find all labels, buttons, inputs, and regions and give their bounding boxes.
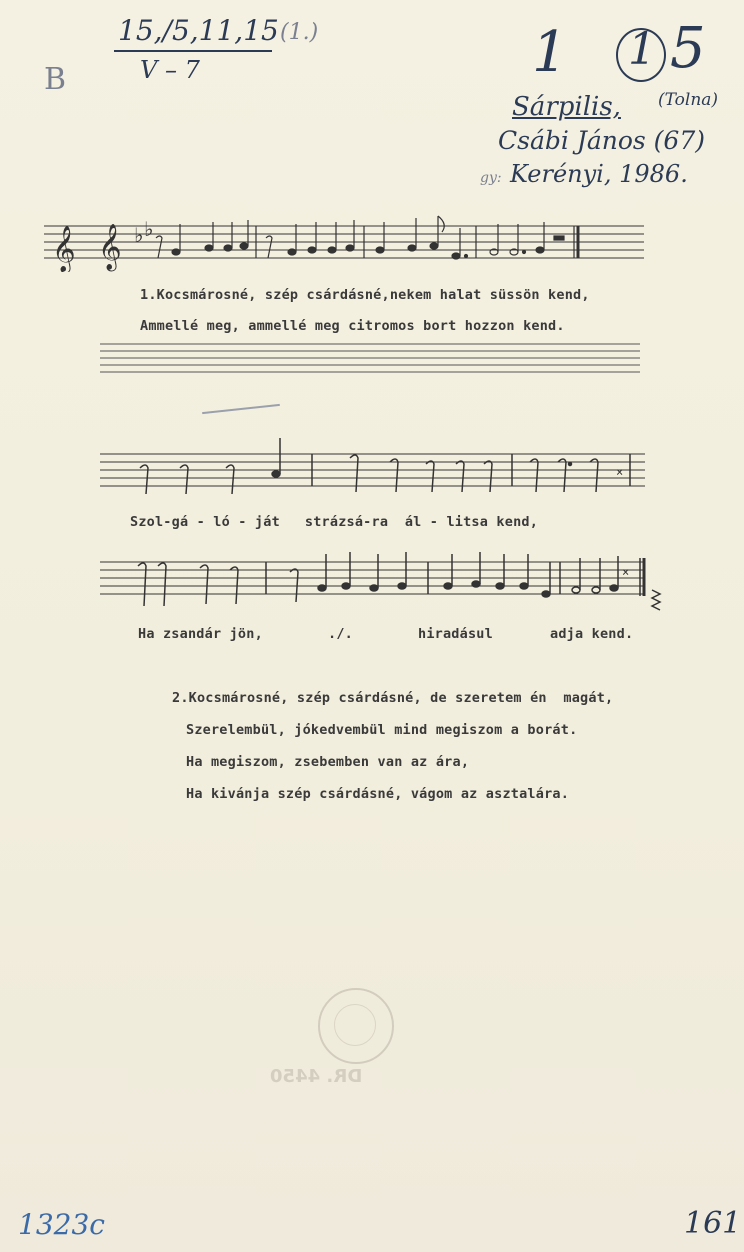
fraction-bottom: V – 7 (140, 56, 200, 84)
flat-icon: ♭ (144, 217, 154, 241)
svg-text:×: × (616, 465, 624, 479)
staff3-lyric-a: Ha zsandár jön, (138, 626, 263, 642)
staff3-lyric-c: hiradásul (418, 626, 493, 642)
fraction-line (114, 50, 272, 52)
svg-text:×: × (622, 565, 630, 579)
empty-staff (100, 340, 640, 374)
stamp-text: DR. 4450 (270, 1066, 363, 1087)
collector-prefix: gy: (480, 170, 502, 186)
verse2-line-2: Szerelembül, jókedvembül mind megiszom a borát. (186, 722, 578, 738)
staff1-lyric-line-1: 1.Kocsmárosné, szép csárdásné,nekem halat süssön kend, (140, 287, 590, 303)
music-staff-2 (100, 438, 645, 504)
staff1-lyric-line-2: Ammellé meg, ammellé meg citromos bort hozzon kend. (140, 318, 565, 334)
verse2-line-4: Ha kivánja szép csárdásné, vágom az asztalára. (186, 786, 570, 802)
singer-name: Csábi János (67) (498, 126, 705, 155)
staff2-lyric: Szol-gá - ló - ját strázsá-ra ál - litsa kend, (130, 514, 539, 530)
collector-name: Kerényi, 1986. (510, 160, 688, 188)
treble-clef-icon: 𝄞 (98, 224, 122, 270)
place-name: Sárpilis, (512, 92, 621, 122)
fraction-paren: (1.) (280, 20, 319, 45)
collection-number-left: 1 (532, 20, 568, 85)
page-number: 161 (684, 1206, 742, 1241)
county-name: (Tolna) (658, 90, 719, 110)
collection-number-middle: 1 (628, 24, 656, 75)
fraction-top: 15,/5,11,15 (118, 14, 279, 47)
archive-stamp (318, 988, 394, 1064)
music-staff-3 (100, 546, 670, 622)
staff3-lyric-d: adja kend. (550, 626, 634, 642)
collection-number-right: 5 (670, 16, 706, 81)
verse2-line-3: Ha megiszom, zsebemben van az ára, (186, 754, 470, 770)
flat-icon: ♭ (134, 223, 144, 247)
music-staff-1 (44, 212, 644, 272)
verse2-line-1: 2.Kocsmárosné, szép csárdásné, de szeretem én magát, (172, 690, 614, 706)
section-letter: B (44, 62, 67, 97)
archive-number: 1323c (18, 1208, 105, 1241)
treble-clef-icon: 𝄞 (52, 226, 76, 272)
staff3-lyric-b: ./. (328, 626, 353, 642)
pencil-stroke (202, 404, 280, 414)
